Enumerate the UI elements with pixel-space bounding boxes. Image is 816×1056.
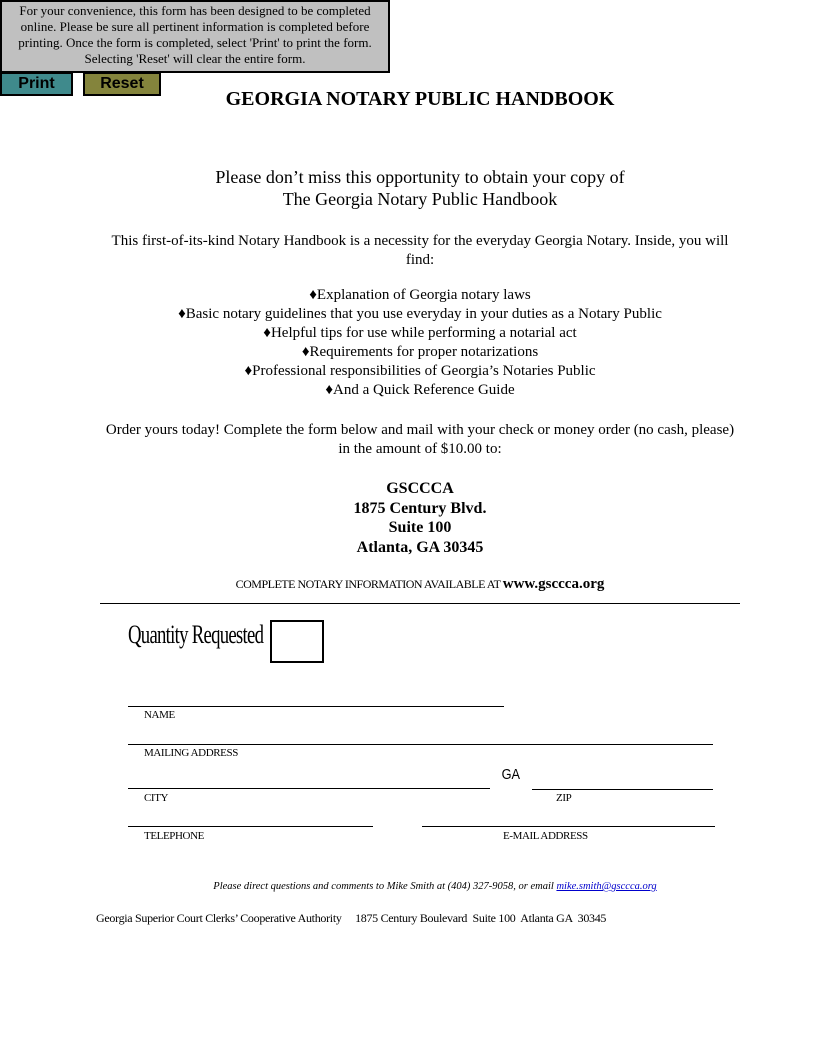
contact-text: Please direct questions and comments to Mike Smith at (404) 327-9058, or email (213, 881, 557, 892)
description: This first-of-its-kind Notary Handbook is a necessity for the everyday Georgia Notary. Inside, you will find: (111, 233, 729, 268)
print-button[interactable]: Print (0, 72, 73, 96)
bullet-item: ♦Professional responsibilities of Georgia’s Notaries Public (244, 363, 596, 379)
bullet-item: ♦Helpful tips for use while performing a notarial act (263, 325, 577, 341)
order-text: Order yours today! Complete the form below and mail with your check or money order (no cash, please) in the amount of $10.00 to: (105, 422, 735, 457)
instructions-notice: For your convenience, this form has been designed to be completed online. Please be sure all pertinent information is completed before printing. Once the form is completed, select 'Print' to print the form. Selecting 'Reset' will clear the entire form. (0, 0, 390, 73)
website: www.gsccca.org (502, 576, 605, 592)
bullet-item: ♦Basic notary guidelines that you use everyday in your duties as a Notary Public (178, 306, 662, 322)
email-field[interactable] (422, 826, 715, 827)
state-value: GA (501, 766, 521, 783)
zip-label: ZIP (556, 792, 572, 804)
address-line: Suite 100 (388, 519, 452, 536)
reset-button[interactable]: Reset (83, 72, 161, 96)
intro-line: Please don’t miss this opportunity to obtain your copy of (215, 167, 625, 187)
address-line: 1875 Century Blvd. (353, 499, 487, 517)
telephone-field[interactable] (128, 826, 373, 827)
address-line: Atlanta, GA 30345 (356, 538, 484, 556)
footer: Georgia Superior Court Clerks’ Cooperative Authority 1875 Century Boulevard Suite 100 Atlanta GA 30345 (96, 911, 607, 925)
city-field[interactable] (128, 788, 490, 789)
quantity-input[interactable] (270, 620, 324, 663)
bullet-item: ♦And a Quick Reference Guide (325, 382, 515, 398)
contact-email-link[interactable]: mike.smith@gsccca.org (556, 881, 657, 892)
bullet-item: ♦Explanation of Georgia notary laws (309, 287, 531, 303)
bullet-item: ♦Requirements for proper notarizations (301, 344, 539, 360)
mailing-address-label: MAILING ADDRESS (144, 747, 238, 759)
bullet-list (100, 286, 740, 400)
zip-field[interactable] (532, 789, 713, 790)
mailing-address-field[interactable] (128, 744, 713, 745)
address-line: GSCCCA (386, 480, 454, 497)
info-text: COMPLETE NOTARY INFORMATION AVAILABLE AT (235, 577, 503, 591)
divider (100, 603, 740, 604)
intro (100, 166, 740, 210)
contact-line (100, 881, 770, 892)
telephone-label: TELEPHONE (144, 830, 204, 842)
email-label: E-MAIL ADDRESS (503, 830, 588, 842)
intro-line: The Georgia Notary Public Handbook (282, 189, 558, 209)
quantity-label: Quantity Requested (128, 620, 264, 649)
name-label: NAME (144, 709, 175, 721)
mailing-address (100, 479, 740, 557)
city-label: CITY (144, 792, 169, 804)
name-field[interactable] (128, 706, 504, 707)
page-title: GEORGIA NOTARY PUBLIC HANDBOOK (225, 88, 615, 110)
info-line (100, 576, 740, 593)
